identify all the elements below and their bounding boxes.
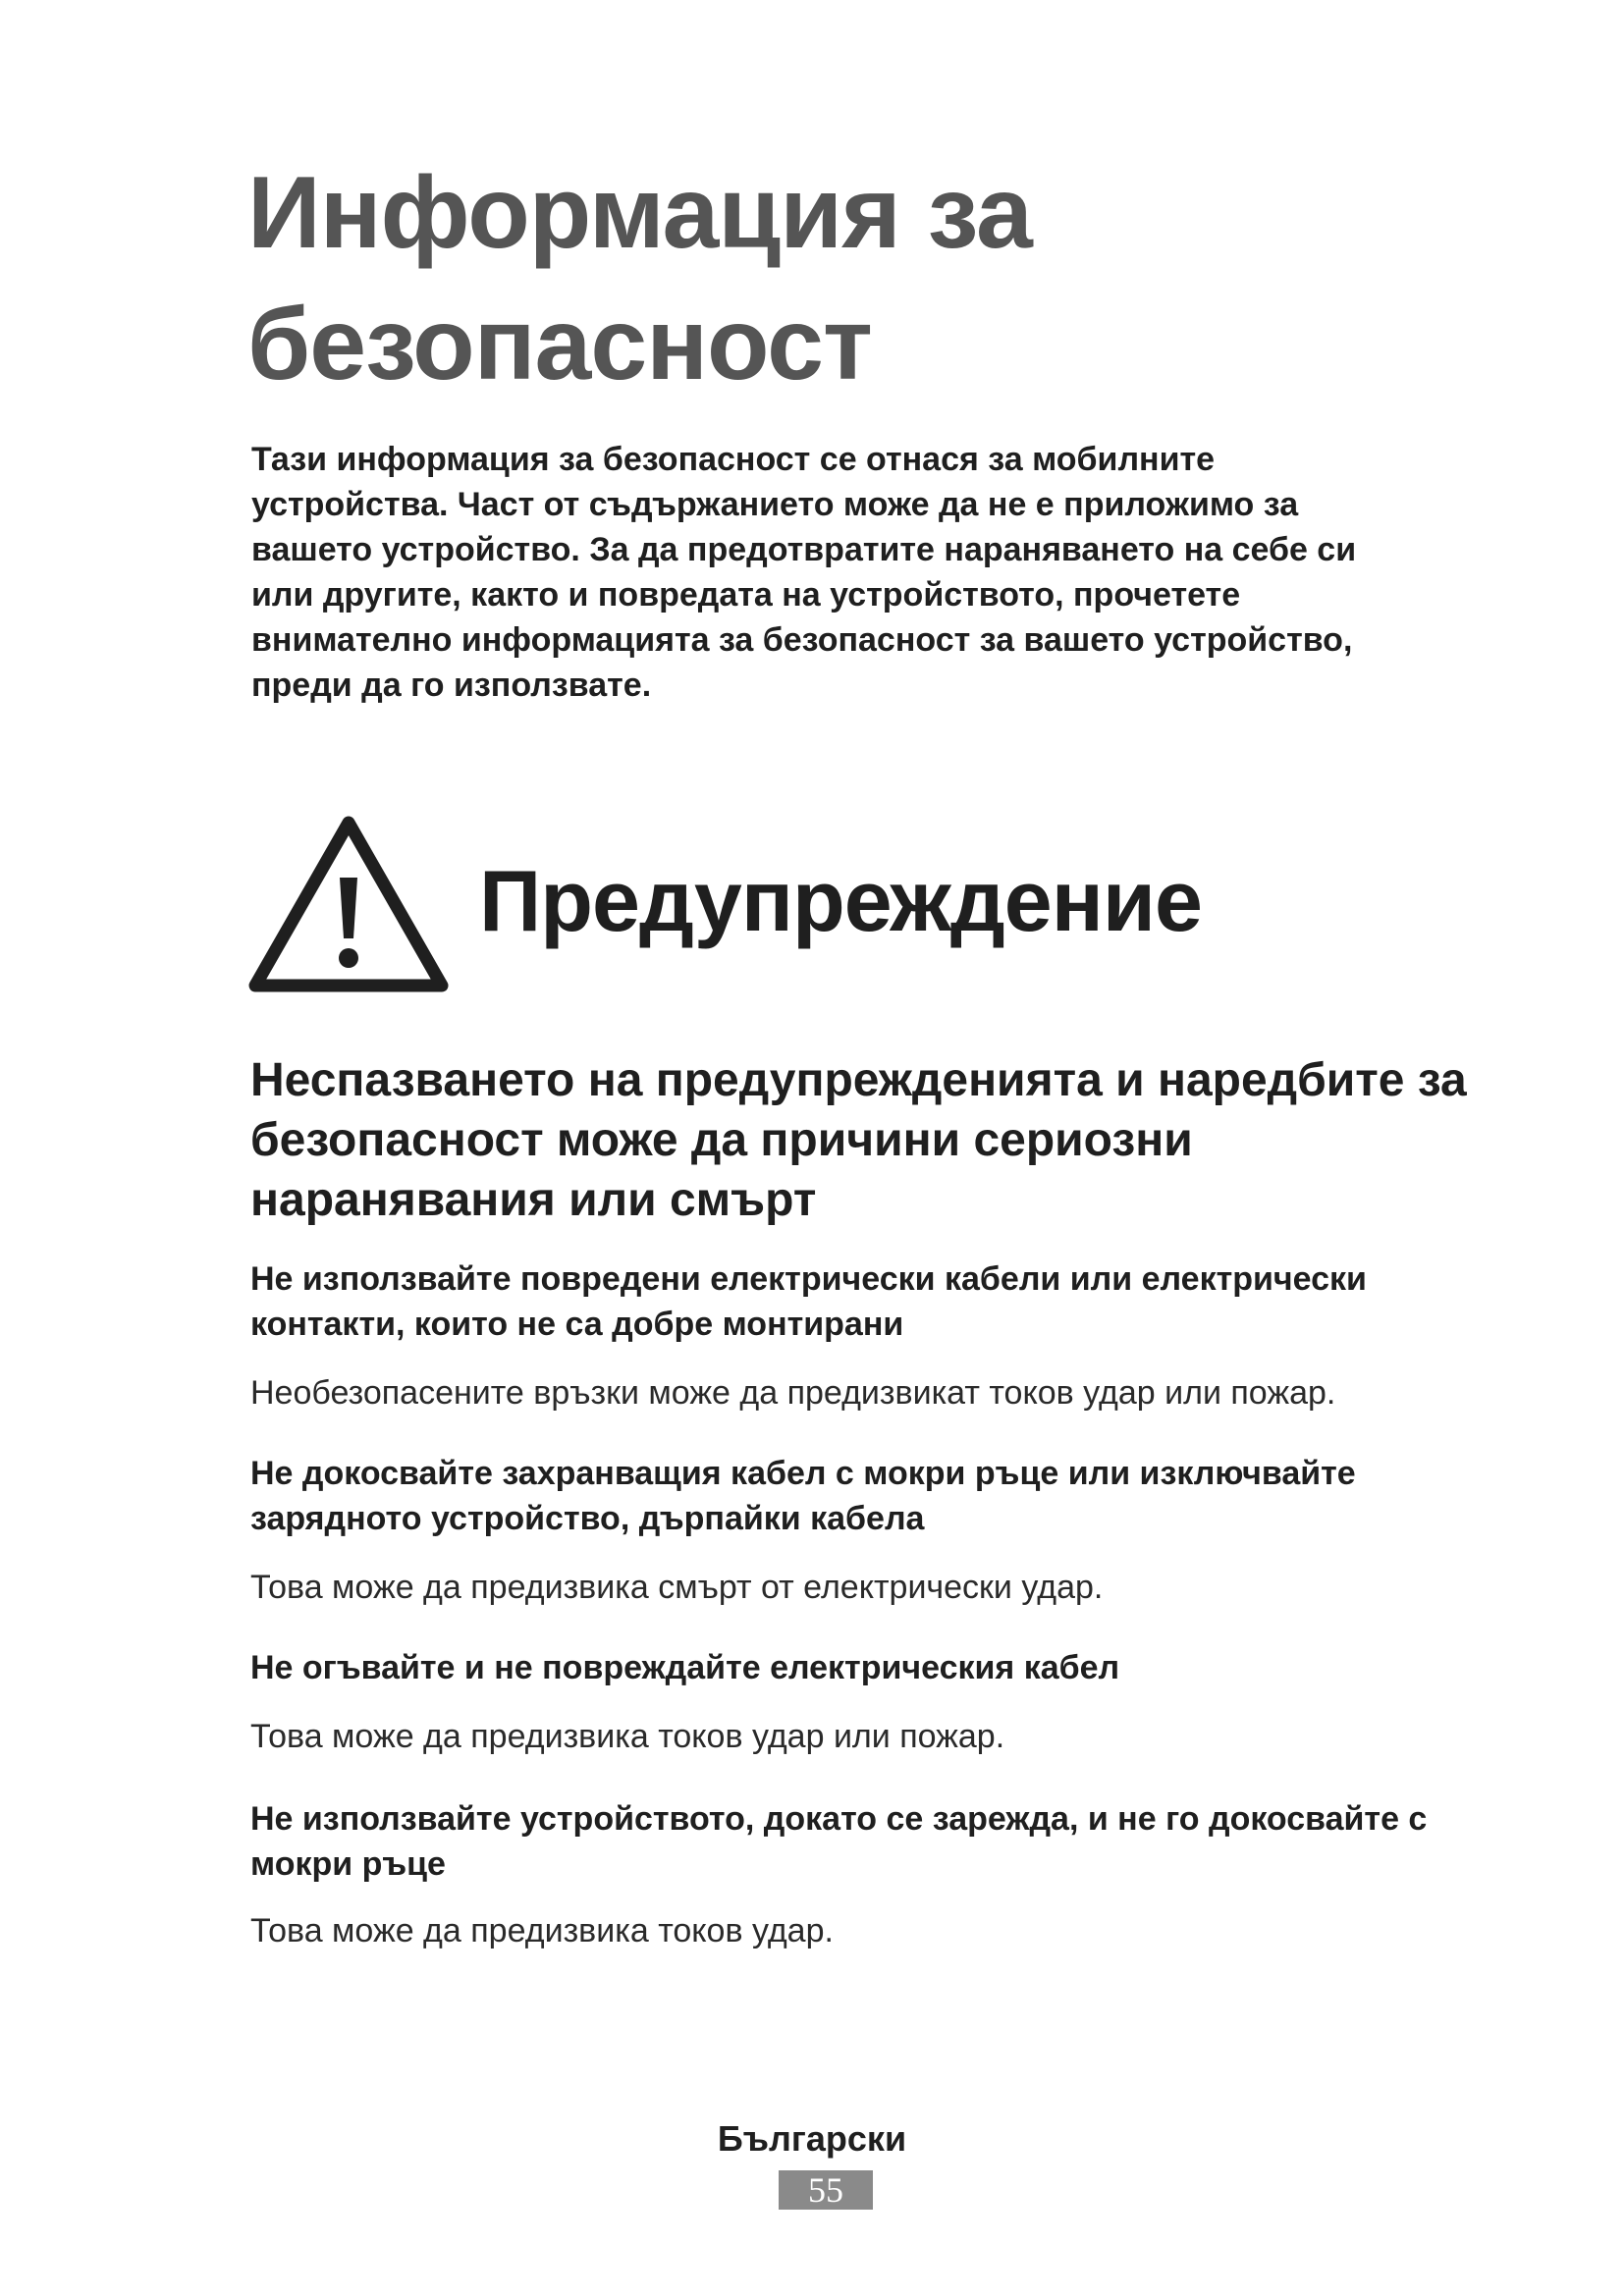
item-heading-damaged-cables: Не използвайте повредени електрически кабели или електрически контакти, които не са добре монтирани (250, 1260, 1367, 1343)
intro-paragraph: Тази информация за безопасност се отнася за мобилните устройства. Част от съдържанието може да не е приложимо за вашето устройство. За да предотвратите нараняването на себе си или другите, както и повредата на устройството, прочетете внимателно информацията за безопасност за вашето устройство, преди да го използвате. (251, 441, 1357, 704)
item-heading-bend-cable: Не огъвайте и не повреждайте електрическия кабел (250, 1649, 1120, 1686)
item-heading-wet-hands-cable: Не докосвайте захранващия кабел с мокри ръце или изключвайте зарядното устройство, дърпайки кабела (250, 1455, 1356, 1537)
item-text-charging-use: Това може да предизвика токов удар. (250, 1912, 834, 1949)
item-text-wet-hands-cable: Това може да предизвика смърт от електрически удар. (250, 1569, 1104, 1606)
footer-language: Български (717, 2118, 907, 2159)
exclamation-dot (339, 948, 358, 968)
page-number: 55 (779, 2170, 873, 2210)
warning-title: Предупреждение (479, 852, 1202, 949)
exclamation-bar (340, 878, 357, 938)
page-title: Информация за безопасност (247, 156, 1032, 401)
section-heading: Неспазването на предупрежденията и наредбите за безопасност може да причини сериозни наранявания или смърт (250, 1054, 1467, 1226)
warning-triangle-icon (247, 813, 450, 995)
item-text-bend-cable: Това може да предизвика токов удар или пожар. (250, 1718, 1005, 1755)
item-heading-charging-use: Не използвайте устройството, докато се зарежда, и не го докосвайте с мокри ръце (250, 1800, 1428, 1883)
item-text-damaged-cables: Необезопасените връзки може да предизвикат токов удар или пожар. (250, 1374, 1336, 1412)
